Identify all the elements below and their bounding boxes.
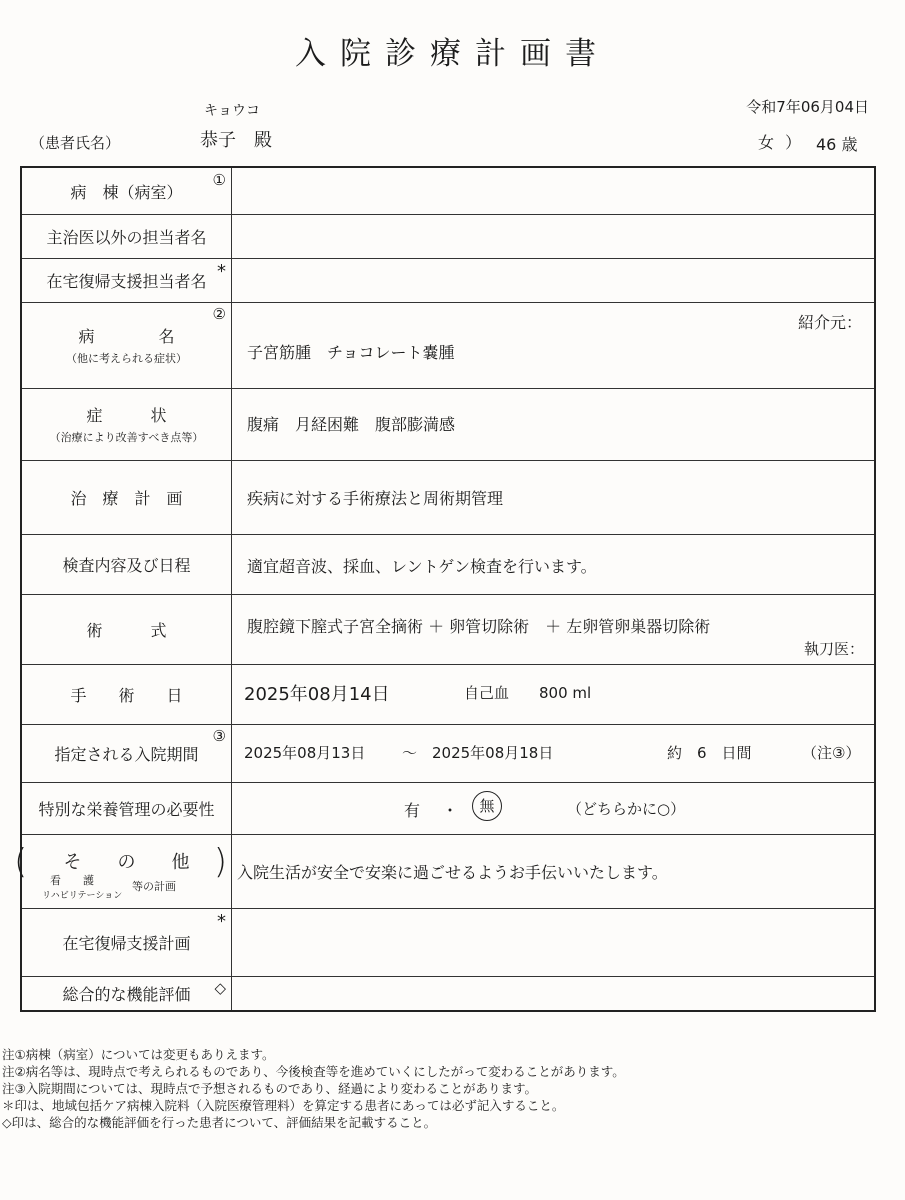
nutrition-no: 無 — [472, 791, 502, 821]
referral-label: 紹介元： — [797, 313, 862, 332]
label-cell — [22, 908, 232, 976]
footnote-2: 注②病名等は、現時点で考えられるものであり、今後検査等を進めていくにしたがって変わることがあります。 — [2, 1064, 625, 1079]
label-cell — [22, 976, 232, 1010]
row-staff — [22, 214, 874, 259]
period-separator: 〜 — [402, 744, 418, 762]
disease-sublabel: （他に考えられる症状） — [66, 352, 187, 365]
document-date: 令和7年06月04日 — [746, 98, 869, 116]
label-cell — [22, 302, 232, 388]
asterisk-mark: * — [217, 911, 226, 932]
label-cell — [22, 664, 232, 724]
label-cell — [22, 594, 232, 664]
footnote-4: ＊印は、地域包括ケア病棟入院料（入院医療管理料）を算定する患者にあっては必ず記入すること。 — [2, 1098, 565, 1113]
asterisk-mark: * — [217, 261, 226, 282]
ward-label: 病 棟（病室） — [70, 182, 183, 202]
patient-sex: 女 ） — [758, 133, 802, 152]
row-period — [22, 724, 874, 783]
row-home-support-staff — [22, 258, 874, 303]
row-treatment — [22, 460, 874, 535]
disease-value[interactable]: 子宮筋腫 チョコレート嚢腫 — [247, 343, 455, 362]
patient-name-ruby: キョウコ — [204, 103, 260, 119]
period-note: （注③） — [802, 744, 861, 762]
nutrition-no-circled[interactable] — [472, 791, 502, 821]
diamond-mark: ◇ — [214, 979, 226, 997]
exams-label: 検査内容及び日程 — [62, 555, 191, 575]
footnote-5: ◇印は、総合的な機能評価を行った患者について、評価結果を記載すること。 — [2, 1115, 437, 1130]
other-sub-rehab: リハビリテーション — [42, 891, 123, 901]
patient-age: 46 歳 — [816, 135, 858, 154]
label-cell — [22, 460, 232, 534]
nutrition-hint: （どちらかに○） — [567, 800, 686, 818]
period-start[interactable]: 2025年08月13日 — [244, 744, 366, 762]
row-ward — [22, 168, 874, 215]
symptoms-label: 症 状 — [86, 406, 167, 425]
symptoms-sublabel: （治療により改善すべき点等） — [49, 431, 204, 444]
patient-name: 恭子 殿 — [200, 130, 272, 151]
footnote-1: 注①病棟（病室）については変更もありえます。 — [2, 1047, 275, 1062]
treatment-value[interactable]: 疾病に対する手術療法と周術期管理 — [247, 489, 504, 508]
label-cell — [22, 168, 232, 214]
label-cell — [22, 258, 232, 302]
symptoms-value[interactable]: 腹痛 月経困難 腹部膨満感 — [247, 415, 456, 434]
label-cell — [22, 214, 232, 258]
label-cell — [22, 388, 232, 460]
row-home-support-plan — [22, 908, 874, 977]
surgeon-label: 執刀医： — [803, 640, 864, 658]
autologous-blood-value[interactable]: 自己血 800 ml — [464, 684, 592, 702]
disease-label: 病 名 — [78, 327, 175, 346]
row-nutrition — [22, 782, 874, 835]
footnote-3: 注③入院期間については、現時点で予想されるものであり、経過により変わることがあります。 — [2, 1081, 537, 1096]
row-other — [14, 834, 874, 909]
treatment-label: 治 療 計 画 — [70, 488, 183, 508]
other-label: そ の 他 — [63, 852, 190, 873]
period-label: 指定される入院期間 — [54, 744, 199, 764]
other-sub-nursing: 看 護 — [50, 874, 94, 887]
patient-name-label: （患者氏名） — [30, 134, 121, 152]
label-cell — [22, 534, 232, 594]
label-cell — [22, 724, 232, 782]
nutrition-dot: ・ — [442, 801, 459, 820]
period-end[interactable]: 2025年08月18日 — [432, 744, 554, 762]
home-support-plan-label: 在宅復帰支援計画 — [62, 933, 191, 953]
exams-value[interactable]: 適宜超音波、採血、レントゲン検査を行います。 — [247, 557, 597, 576]
nutrition-yes[interactable]: 有 — [404, 801, 421, 820]
surgery-date-value[interactable]: 2025年08月14日 — [244, 684, 390, 705]
open-paren: ( — [14, 842, 28, 882]
note-mark-3: ③ — [212, 727, 226, 745]
close-paren: ) — [213, 842, 227, 882]
surgery-label: 術 式 — [86, 620, 167, 640]
footnotes — [2, 1046, 625, 1131]
note-mark-2: ② — [212, 305, 226, 323]
row-disease — [22, 302, 874, 389]
label-cell — [22, 782, 232, 834]
note-mark-1: ① — [212, 171, 226, 189]
surgery-value[interactable]: 腹腔鏡下膣式子宮全摘術 ＋ 卵管切除術 ＋ 左卵管卵巣器切除術 — [247, 617, 711, 636]
label-cell — [14, 834, 232, 908]
row-function-eval — [22, 976, 874, 1010]
nutrition-label: 特別な栄養管理の必要性 — [38, 799, 215, 819]
document-title: 入院診療計画書 — [295, 36, 610, 72]
function-eval-label: 総合的な機能評価 — [62, 984, 191, 1004]
surgery-date-label: 手 術 日 — [70, 685, 183, 705]
row-exams — [22, 534, 874, 595]
row-surgery — [22, 594, 874, 665]
other-sub-plan: 等の計画 — [132, 880, 176, 893]
period-duration[interactable]: 約 6 日間 — [667, 744, 752, 762]
plan-form-table — [14, 166, 876, 1012]
staff-label: 主治医以外の担当者名 — [46, 227, 207, 247]
other-value[interactable]: 入院生活が安全で安楽に過ごせるようお手伝いいたします。 — [237, 863, 668, 882]
row-surgery-date — [22, 664, 874, 725]
home-support-staff-label: 在宅復帰支援担当者名 — [46, 271, 207, 291]
row-symptoms — [22, 388, 874, 461]
